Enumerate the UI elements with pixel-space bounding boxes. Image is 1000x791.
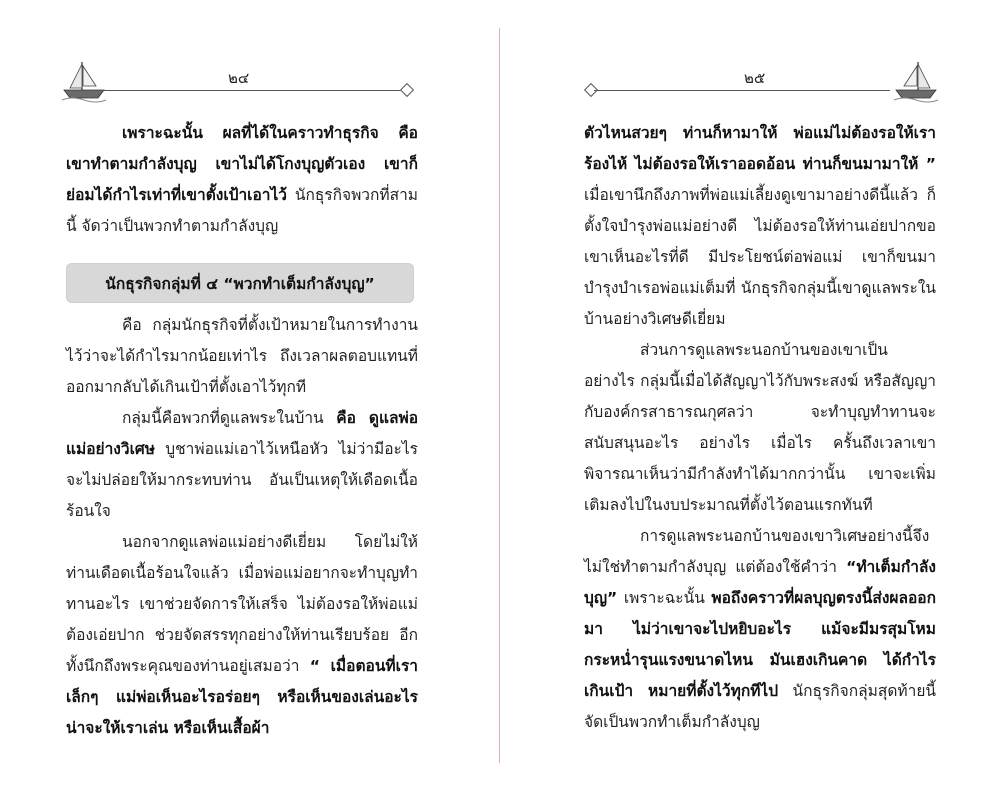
header-rule bbox=[594, 90, 890, 91]
text: นักธุรกิจกลุ่มสุดท้ายนี้ จัดเป็นพวกทำเต็มกำลังบุญ bbox=[584, 682, 936, 731]
paragraph bbox=[584, 521, 936, 738]
right-paragraphs bbox=[584, 118, 936, 738]
page-number: ๒๔ bbox=[228, 69, 250, 87]
left-page-header bbox=[60, 58, 420, 106]
bold-text: ตัวไหนสวยๆ ท่านก็หามาให้ พ่อแม่ไม่ต้องรอให้เราร้องไห้ ไม่ต้องรอให้เราออดอ้อน ท่านก็ขนมามาให้ ” bbox=[584, 124, 936, 173]
left-paragraphs bbox=[66, 310, 418, 744]
bold-text: คือ ดูแลพ่อแม่อย่างวิเศษ bbox=[66, 409, 418, 458]
section-heading bbox=[66, 263, 414, 303]
text: กลุ่มนี้คือพวกที่ดูแลพระในบ้าน bbox=[122, 409, 337, 427]
section-title: นักธุรกิจกลุ่มที่ ๔ “พวกทำเต็มกำลังบุญ” bbox=[105, 274, 375, 293]
paragraph bbox=[66, 403, 418, 527]
sailing-ship-icon bbox=[60, 58, 108, 104]
text: เมื่อเขานึกถึงภาพที่พ่อแม่เลี้ยงดูเขามาอย่างดีนี้แล้ว ก็ตั้งใจบำรุงพ่อแม่อย่างดี ไม่ต้องรอให้ท่านเอ่ยปากขอ เขาเห็นอะไรที่ดี มีประโยชน์ต่อพ่อแม่ เขาก็ขนมาบำรุงบำเรอพ่อแม่เต็มที่ นักธุรกิจกลุ่มนี้เขาดูแลพระในบ้านอย่างวิเศษดีเยี่ยม bbox=[584, 186, 936, 328]
paragraph bbox=[584, 118, 936, 335]
paragraph bbox=[66, 527, 418, 744]
text: นักธุรกิจพวกที่สาม นี้ จัดว่าเป็นพวกทำตามกำลังบุญ bbox=[66, 186, 418, 235]
text: เพราะฉะนั้น bbox=[617, 589, 712, 607]
text: บูชาพ่อแม่เอาไว้เหนือหัว ไม่ว่ามีอะไร จะไม่ปล่อยให้มากระทบท่าน อันเป็นเหตุให้เดือดเนื้อร้อนใจ bbox=[66, 440, 418, 520]
bold-text: เพราะฉะนั้น ผลที่ได้ในคราวทำธุรกิจ คือ เขาทำตามกำลังบุญ เขาไม่ได้โกงบุญตัวเอง เขาก็ย่อมได้กำไรเท่าที่เขาตั้งเป้าเอาไว้ bbox=[66, 124, 418, 204]
right-page bbox=[500, 0, 1000, 791]
right-page-header bbox=[582, 58, 942, 106]
header-rule bbox=[102, 90, 402, 91]
left-paragraph-1 bbox=[66, 118, 418, 242]
paragraph: ส่วนการดูแลพระนอกบ้านของเขาเป็นอย่างไร กลุ่มนี้เมื่อได้สัญญาไว้กับพระสงฆ์ หรือสัญญากับองค์กรสาธารณกุศลว่า จะทำบุญทำทานจะสนับสนุนอะไร อย่างไร เมื่อไร ครั้นถึงเวลาเขาพิจารณาเห็นว่ามีกำลังทำได้มากกว่านั้น เขาจะเพิ่มเติมลงไปในงบประมาณที่ตั้งไว้ตอนแรกทันที bbox=[584, 341, 936, 514]
diamond-ornament-icon bbox=[400, 83, 414, 97]
bold-text: “ เมื่อตอนที่เราเล็กๆ แม่พ่อเห็นอะไรอร่อยๆ หรือเห็นของเล่นอะไร น่าจะให้เราเล่น หรือเห็นเสื้อผ้า bbox=[66, 657, 418, 737]
paragraph: คือ กลุ่มนักธุรกิจที่ตั้งเป้าหมายในการทำงานไว้ว่าจะได้กำไรมากน้อยเท่าไร ถึงเวลาผลตอบแทนที่ออกมากลับได้เกินเป้าที่ตั้งเอาไว้ทุกที bbox=[66, 316, 418, 396]
bold-text: พอถึงคราวที่ผลบุญตรงนี้ส่งผลออกมา ไม่ว่าเขาจะไปหยิบอะไร แม้จะมีมรสุมโหมกระหน่ำรุนแรงขนาดไหน มันเฮงเกินคาด ได้กำไรเกินเป้า หมายที่ตั้งไว้ทุกทีไป bbox=[584, 589, 936, 700]
sailing-ship-icon bbox=[892, 58, 940, 104]
bold-text: “ทำเต็มกำลังบุญ” bbox=[584, 558, 936, 607]
text: การดูแลพระนอกบ้านของเขาวิเศษอย่างนี้จึงไม่ใช่ทำตามกำลังบุญ แต่ต้องใช้คำว่า bbox=[584, 527, 930, 576]
page-number: ๒๕ bbox=[744, 69, 766, 87]
text: นอกจากดูแลพ่อแม่อย่างดีเยี่ยม โดยไม่ให้ท่านเดือดเนื้อร้อนใจแล้ว เมื่อพ่อแม่อยากจะทำบุญทำทานอะไร เขาช่วยจัดการให้เสร็จ ไม่ต้องรอให้พ่อแม่ต้องเอ่ยปาก ช่วยจัดสรรทุกอย่างให้ท่านเรียบร้อย อีกทั้งนึกถึงพระคุณของท่านอยู่เสมอว่า bbox=[66, 533, 418, 675]
